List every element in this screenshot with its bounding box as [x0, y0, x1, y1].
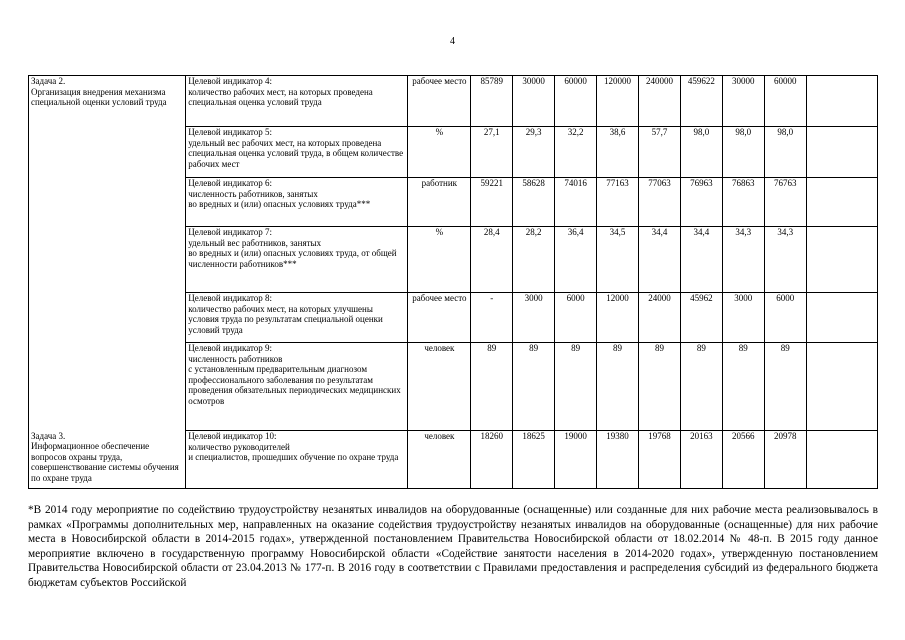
task-cell: Задача 2. Организация внедрения механизма специальной оценки условий труда — [29, 76, 186, 127]
value-cell: 76863 — [722, 178, 764, 227]
empty-cell — [806, 343, 877, 431]
table-row — [29, 431, 878, 489]
value-cell: 28,4 — [471, 227, 513, 293]
value-cell: 89 — [597, 343, 639, 431]
unit-cell: % — [408, 127, 471, 178]
value-cell: 240000 — [638, 76, 680, 127]
value-cell: 89 — [513, 343, 555, 431]
table-row — [29, 178, 878, 227]
value-cell: 19380 — [597, 431, 639, 489]
footnote-text: *В 2014 году мероприятие по содействию трудоустройству незанятых инвалидов на оборудованные (оснащенные) или созданные для них рабочие места реализовывалось в рамках «Программы дополнительных мер, направленных на оказание содействия трудоустройству незанятых инвалидов на оборудованные (оснащенные) для них рабочие места в Новосибирской области в 2014-2015 годах», утвержденной постановлением Правительства Новосибирской области от 18.02.2014 № 48-п. В 2015 году данное мероприятие включено в государственную программу Новосибирской области «Содействие занятости населения в 2014-2020 годах», утвержденную постановлением Правительства Новосибирской области от 23.04.2013 № 177-п. В 2016 году в соответствии с Правилами предоставления и распределения субсидий из федерального бюджета бюджетам субъектов Российской — [28, 504, 878, 589]
value-cell: 36,4 — [555, 227, 597, 293]
value-cell: 89 — [764, 343, 806, 431]
value-cell: 60000 — [764, 76, 806, 127]
value-cell: 60000 — [555, 76, 597, 127]
empty-cell — [806, 178, 877, 227]
empty-cell — [806, 127, 877, 178]
task-cell — [29, 127, 186, 178]
task-cell — [29, 178, 186, 227]
value-cell: 6000 — [764, 293, 806, 343]
indicator-cell: Целевой индикатор 5: удельный вес рабочих мест, на которых проведена специальная оценка условий труда, в общем количестве рабочих мест — [186, 127, 408, 178]
value-cell: 3000 — [722, 293, 764, 343]
value-cell: - — [471, 293, 513, 343]
empty-cell — [806, 227, 877, 293]
unit-cell: человек — [408, 431, 471, 489]
value-cell: 34,5 — [597, 227, 639, 293]
value-cell: 98,0 — [680, 127, 722, 178]
value-cell: 27,1 — [471, 127, 513, 178]
value-cell: 28,2 — [513, 227, 555, 293]
value-cell: 57,7 — [638, 127, 680, 178]
value-cell: 20163 — [680, 431, 722, 489]
table-body — [29, 76, 878, 489]
value-cell: 29,3 — [513, 127, 555, 178]
indicator-cell: Целевой индикатор 10: количество руководителей и специалистов, прошедших обучение по охране труда — [186, 431, 408, 489]
value-cell: 19768 — [638, 431, 680, 489]
indicator-cell: Целевой индикатор 7: удельный вес работников, занятых во вредных и (или) опасных условиях труда, от общей численности работников*** — [186, 227, 408, 293]
value-cell: 77163 — [597, 178, 639, 227]
value-cell: 45962 — [680, 293, 722, 343]
value-cell: 459622 — [680, 76, 722, 127]
value-cell: 30000 — [722, 76, 764, 127]
value-cell: 76763 — [764, 178, 806, 227]
value-cell: 74016 — [555, 178, 597, 227]
task-cell: Задача 3. Информационное обеспечение вопросов охраны труда, совершенствование системы обучения по охране труда — [29, 431, 186, 489]
value-cell: 77063 — [638, 178, 680, 227]
unit-cell: рабочее место — [408, 293, 471, 343]
value-cell: 24000 — [638, 293, 680, 343]
indicator-cell: Целевой индикатор 9: численность работников с установленным предварительным диагнозом профессионального заболевания по результатам проведения обязательных периодических медицинских осмотров — [186, 343, 408, 431]
value-cell: 3000 — [513, 293, 555, 343]
value-cell: 6000 — [555, 293, 597, 343]
value-cell: 20978 — [764, 431, 806, 489]
value-cell: 34,4 — [638, 227, 680, 293]
value-cell: 18260 — [471, 431, 513, 489]
value-cell: 34,3 — [722, 227, 764, 293]
value-cell: 12000 — [597, 293, 639, 343]
value-cell: 34,3 — [764, 227, 806, 293]
value-cell: 18625 — [513, 431, 555, 489]
unit-cell: человек — [408, 343, 471, 431]
value-cell: 59221 — [471, 178, 513, 227]
value-cell: 89 — [638, 343, 680, 431]
empty-cell — [806, 293, 877, 343]
value-cell: 34,4 — [680, 227, 722, 293]
value-cell: 19000 — [555, 431, 597, 489]
value-cell: 89 — [555, 343, 597, 431]
indicator-cell: Целевой индикатор 6: численность работников, занятых во вредных и (или) опасных условиях труда*** — [186, 178, 408, 227]
value-cell: 30000 — [513, 76, 555, 127]
value-cell: 89 — [680, 343, 722, 431]
value-cell: 85789 — [471, 76, 513, 127]
value-cell: 58628 — [513, 178, 555, 227]
value-cell: 120000 — [597, 76, 639, 127]
table-row — [29, 343, 878, 431]
value-cell: 32,2 — [555, 127, 597, 178]
unit-cell: рабочее место — [408, 76, 471, 127]
table-row — [29, 293, 878, 343]
empty-cell — [806, 431, 877, 489]
unit-cell: % — [408, 227, 471, 293]
value-cell: 89 — [471, 343, 513, 431]
value-cell: 98,0 — [722, 127, 764, 178]
table-row — [29, 227, 878, 293]
value-cell: 38,6 — [597, 127, 639, 178]
empty-cell — [806, 76, 877, 127]
indicator-cell: Целевой индикатор 4: количество рабочих мест, на которых проведена специальная оценка условий труда — [186, 76, 408, 127]
value-cell: 89 — [722, 343, 764, 431]
value-cell: 98,0 — [764, 127, 806, 178]
unit-cell: работник — [408, 178, 471, 227]
value-cell: 76963 — [680, 178, 722, 227]
task-cell — [29, 343, 186, 431]
value-cell: 20566 — [722, 431, 764, 489]
indicator-cell: Целевой индикатор 8: количество рабочих мест, на которых улучшены условия труда по результатам специальной оценки условий труда — [186, 293, 408, 343]
task-cell — [29, 227, 186, 293]
indicators-table — [28, 75, 878, 489]
task-cell — [29, 293, 186, 343]
page-number: 4 — [450, 36, 455, 47]
table-row — [29, 127, 878, 178]
table-row — [29, 76, 878, 127]
